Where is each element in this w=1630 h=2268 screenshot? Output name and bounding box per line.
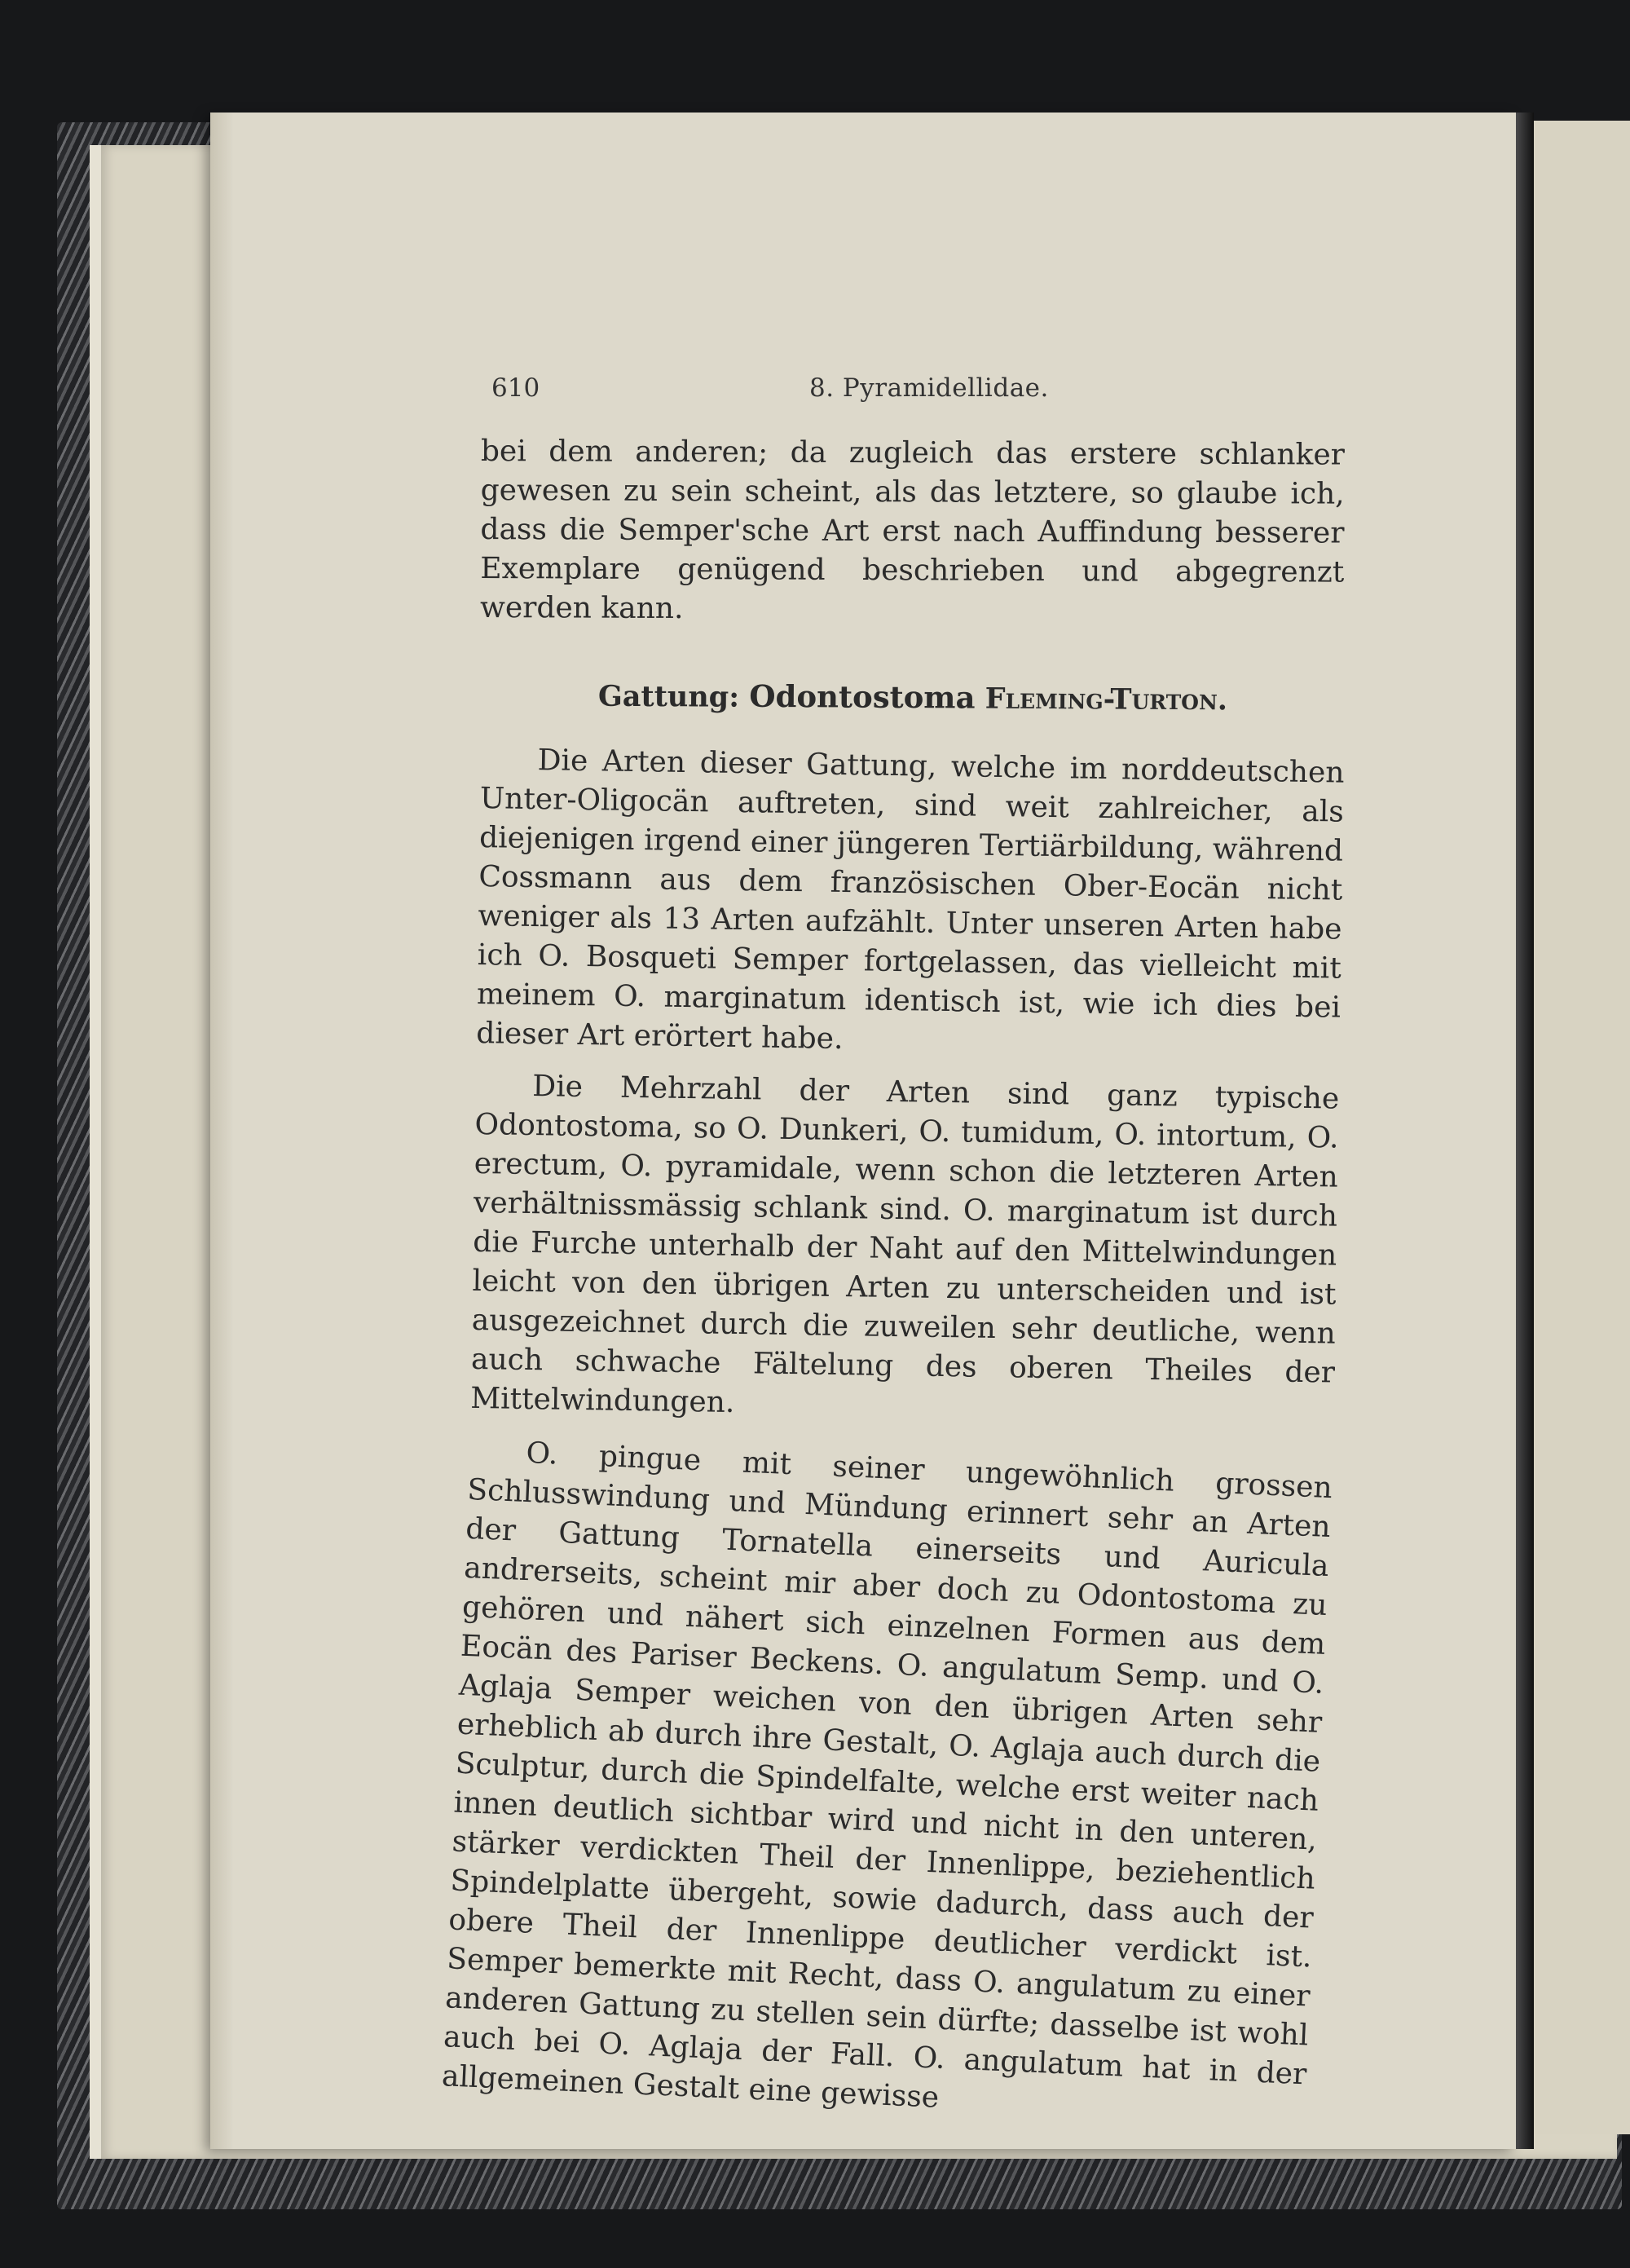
- paragraph-2: Die Mehrzahl der Arten sind ganz typische Odontostoma, so O. Dunkeri, O. tumidum, O. intortum, O. erectum, O. pyramidale, wenn schon die letzteren Arten verhältnissmässig schlank sind. O. marginatum ist durch die Furche unterhalb der Naht auf den Mittelwindungen leicht von den übrigen Arten zu unterscheiden und ist ausgezeichnet durch die zuweilen sehr deutliche, wenn auch schwache Fältelung des oberen Theiles der Mittelwindungen.: [469, 1070, 1340, 1419]
- heading-genus: Odontostoma: [749, 677, 976, 716]
- paragraph-1: Die Arten dieser Gattung, welche im norddeutschen Unter-Oligocän auftreten, sind weit zahlreicher, als diejenigen irgend einer jüngeren Tertiärbildung, während Cossmann aus dem französischen Ober-Eocän nicht weniger als 13 Arten aufzählt. Unter unseren Arten habe ich O. Bosqueti Semper fortgelassen, das vielleicht mit meinem O. marginatum identisch ist, wie ich dies bei dieser Art erörtert habe.: [476, 743, 1345, 1057]
- page-text: [441, 432, 1345, 2115]
- heading-authority: Fleming-Turton.: [985, 682, 1228, 717]
- section-body: [441, 740, 1345, 2115]
- paragraph-3: O. pingue mit seiner ungewöhnlich grossen Schlusswindung und Mündung erinnert sehr an Arten der Gattung Tornatella einerseits und Auricula andrerseits, scheint mir aber doch zu Odontostoma zu gehören und nähert sich einzelnen Formen aus dem Eocän des Pariser Beckens. O. angulatum Semp. und O. Aglaja Semper weichen von den übrigen Arten sehr erheblich ab durch ihre Gestalt, O. Aglaja auch durch die Sculptur, durch die Spindelfalte, welche erst weiter nach innen deutlich sichtbar wird und nicht in den unteren, stärker verdickten Theil der Innenlippe, beziehentlich Spindelplatte übergeht, sowie dadurch, dass auch der obere Theil der Innenlippe deutlicher verdickt ist. Semper bemerkte mit Recht, dass O. angulatum zu einer anderen Gattung zu stellen sein dürfte; dasselbe ist wohl auch bei O. Aglaja der Fall. O. angulatum hat in der allgemeinen Gestalt eine gewisse: [441, 1436, 1333, 2115]
- carryover-paragraph: bei dem anderen; da zugleich das erstere schlanker gewesen zu sein scheint, als das letztere, so glaube ich, dass die Semper'sche Art erst nach Auffindung besserer Exemplare genügend beschrieben und abgegrenzt werden kann.: [479, 435, 1345, 626]
- facing-page: [1534, 121, 1630, 2134]
- page-number: 610: [491, 373, 540, 403]
- page-edge: [210, 113, 233, 2149]
- section-heading: [481, 674, 1345, 721]
- heading-prefix: Gattung:: [597, 679, 740, 714]
- running-header: [491, 373, 1339, 409]
- book-gutter: [1516, 113, 1534, 2149]
- running-title: 8. Pyramidellidae.: [809, 373, 1049, 403]
